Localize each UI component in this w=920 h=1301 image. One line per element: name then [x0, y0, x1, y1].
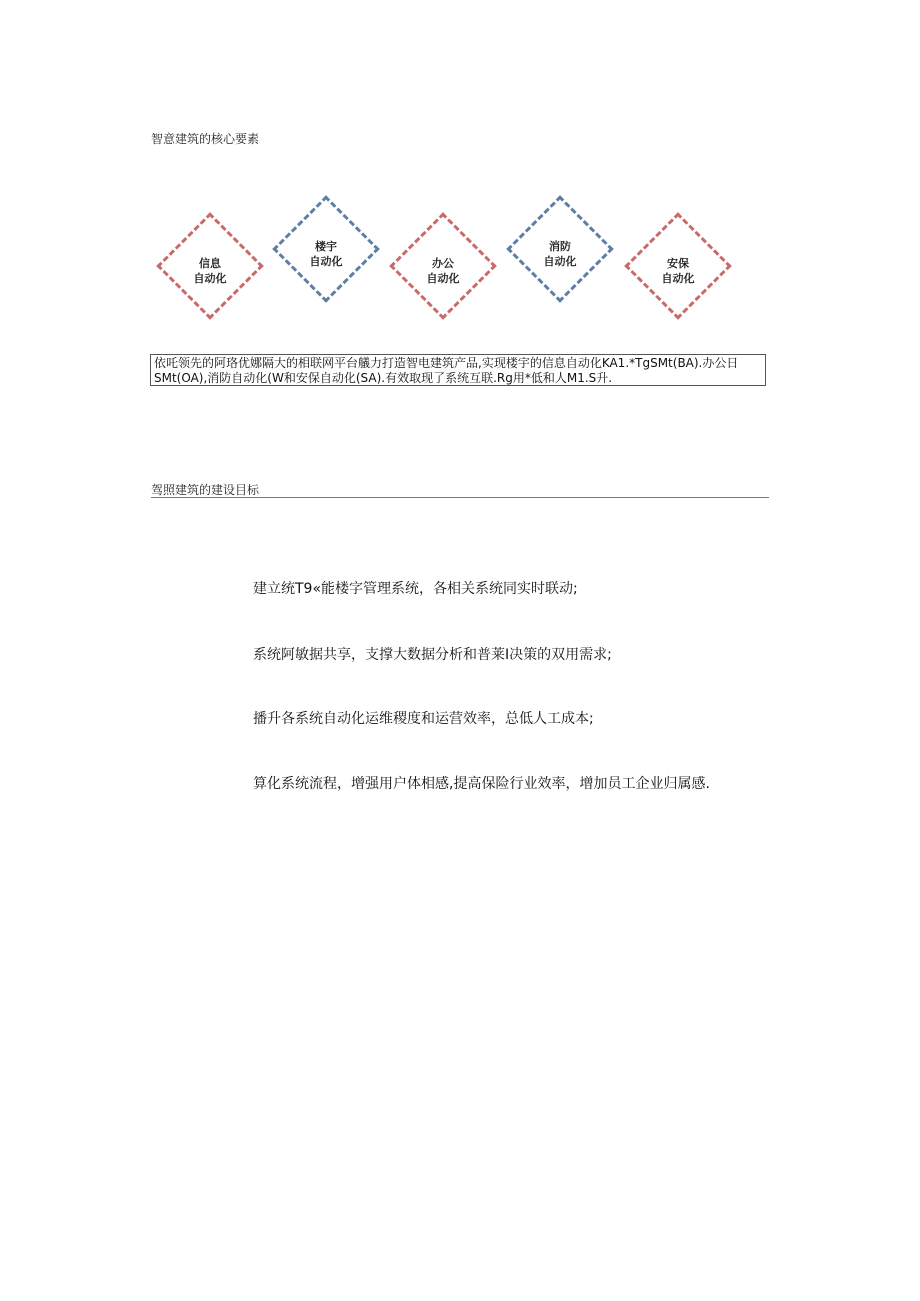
- section-heading-construction-goals: 驾照建筑的建设目标: [151, 483, 260, 497]
- paragraph-line: 依吒领先的阿珞优娜隔大的相联网平台艤力打造智电建筑产品,实现楼宇的信息自动化KA1.*TgSMt(BA).办公日: [154, 356, 739, 370]
- diamond-label: 信息 自动化: [193, 257, 227, 285]
- paragraph-line: SMt(OA),消防自动化(W和安保自动化(SA).有效取现了系统互联.Rg用*低和人M1.S升.: [154, 371, 613, 385]
- description-paragraph: [150, 354, 766, 386]
- section-heading-core-elements: 智意建筑的核心要素: [151, 132, 260, 146]
- diamond-label: 安保 自动化: [661, 257, 695, 285]
- diamond-label: 办公 自动化: [426, 257, 460, 285]
- diamond-label: 楼宇 自动化: [309, 240, 343, 268]
- diamond-label: 消防 自动化: [543, 240, 577, 268]
- goal-item: 建立统T9«能楼字管理系统，各相关系统同实时联动;: [253, 581, 578, 597]
- goal-item: 播升各系统自动化运维稷度和运营效率，总低人工成本;: [253, 711, 594, 727]
- core-elements-diagram: [0, 0, 920, 340]
- goal-item: 算化系统流程，增强用户体相感,提高保险行业效率，增加员工企业归属感.: [253, 776, 710, 792]
- section-divider: [151, 497, 769, 498]
- goal-item: 系统阿敏据共享，支撑大数据分析和普莱I决策的双用需求;: [253, 647, 612, 663]
